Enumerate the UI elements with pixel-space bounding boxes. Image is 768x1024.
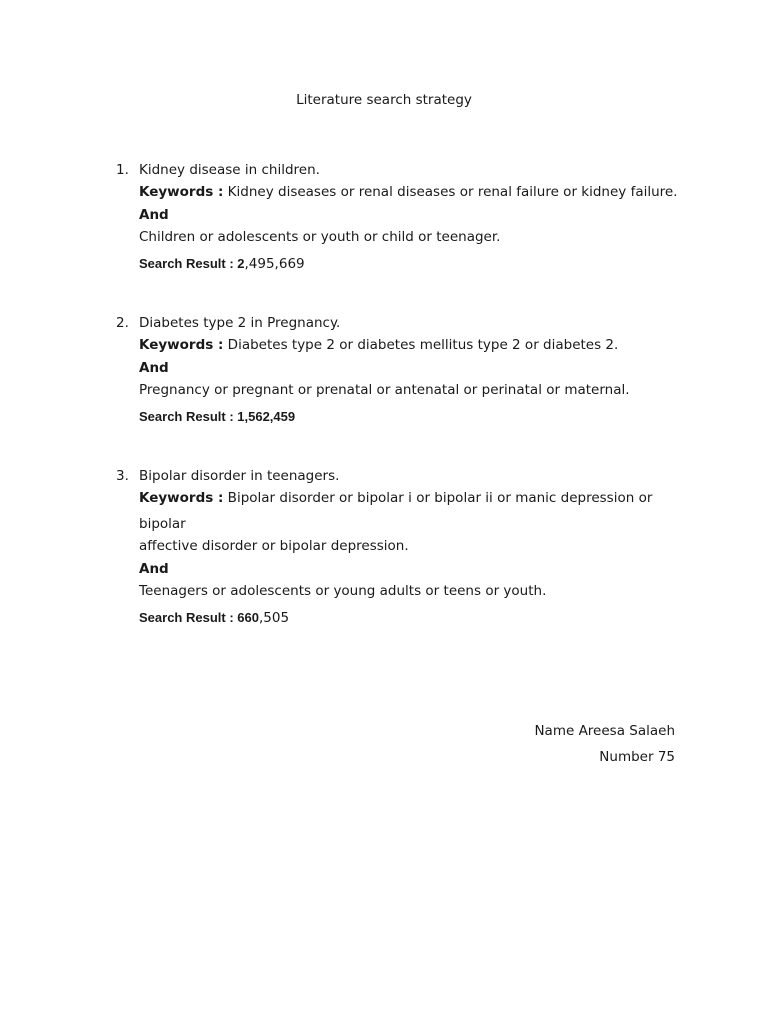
signature-number: Number 75 [599, 749, 675, 765]
item-body [139, 313, 679, 430]
keywords-text: Bipolar disorder or bipolar i or bipolar ii or manic depression or bipolar [139, 490, 653, 532]
keywords-line [139, 486, 679, 537]
item-number: 1. [116, 162, 129, 178]
search-result-label: Search Result : [139, 255, 238, 271]
and-label: And [139, 560, 169, 577]
keywords-line [139, 333, 679, 359]
item-number: 2. [116, 315, 129, 331]
item-body [139, 160, 679, 277]
item-topic: Kidney disease in children. [139, 162, 320, 178]
keywords-continuation: affective disorder or bipolar depression. [139, 538, 409, 554]
search-result [139, 404, 679, 431]
item-topic: Bipolar disorder in teenagers. [139, 468, 340, 484]
search-result-value-tail: ,495,669 [244, 255, 305, 272]
item-body [139, 466, 679, 631]
keywords-label: Keywords : [139, 337, 224, 353]
signature-name: Name Areesa Salaeh [534, 723, 675, 739]
second-terms: Pregnancy or pregnant or prenatal or antenatal or perinatal or maternal. [139, 382, 630, 398]
item-number: 3. [116, 468, 129, 484]
keywords-label: Keywords : [139, 184, 224, 200]
and-label: And [139, 206, 169, 223]
and-label: And [139, 359, 169, 376]
keywords-text: Kidney diseases or renal diseases or renal failure or kidney failure. [223, 184, 678, 200]
item-topic: Diabetes type 2 in Pregnancy. [139, 315, 341, 331]
search-result-value: 1,562,459 [237, 408, 296, 424]
search-result-value-tail: ,505 [258, 609, 290, 626]
keywords-label: Keywords : [139, 490, 224, 506]
second-terms: Teenagers or adolescents or young adults or teens or youth. [139, 583, 547, 599]
search-result-label: Search Result : [139, 408, 238, 424]
second-terms: Children or adolescents or youth or child or teenager. [139, 229, 501, 245]
search-result [139, 605, 679, 632]
document-title: Literature search strategy [296, 92, 472, 108]
keywords-line [139, 180, 679, 206]
search-result-value: 660 [237, 609, 259, 625]
search-result-value: 2 [237, 255, 245, 271]
search-result-label: Search Result : [139, 609, 238, 625]
search-result [139, 251, 679, 278]
keywords-text: Diabetes type 2 or diabetes mellitus type 2 or diabetes 2. [223, 337, 619, 353]
